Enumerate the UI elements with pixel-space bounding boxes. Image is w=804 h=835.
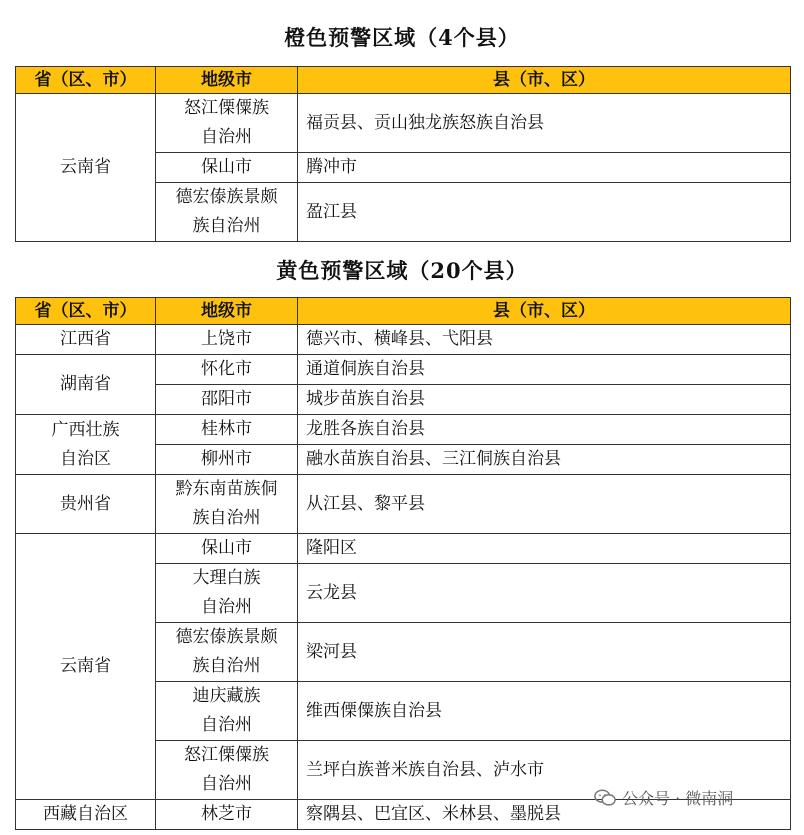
header-county: 县（市、区） [298,298,791,325]
city-cell: 邵阳市 [156,385,298,415]
yellow-warning-title: 黄色预警区域（20个县） [276,258,528,283]
county-cell: 维西傈僳族自治县 [298,682,791,741]
city-cell: 保山市 [156,153,298,183]
orange-warning-title: 橙色预警区域（4个县） [284,25,520,50]
city-cell: 上饶市 [156,325,298,355]
watermark-text: 公众号 · 微南洞 [622,789,734,808]
city-cell: 大理白族 自治州 [156,564,298,623]
county-cell: 隆阳区 [298,534,791,564]
header-province: 省（区、市） [16,67,156,94]
county-cell: 通道侗族自治县 [298,355,791,385]
orange-warning-table [15,66,791,242]
table-row [16,94,791,153]
table-header-row [16,298,791,325]
county-cell: 云龙县 [298,564,791,623]
wechat-icon [594,788,616,808]
province-cell: 贵州省 [16,475,156,534]
province-cell: 湖南省 [16,355,156,415]
city-cell: 德宏傣族景颇 族自治州 [156,623,298,682]
county-cell: 从江县、黎平县 [298,475,791,534]
city-cell: 怒江傈僳族 自治州 [156,94,298,153]
county-cell: 龙胜各族自治县 [298,415,791,445]
province-cell: 云南省 [16,534,156,800]
city-cell: 保山市 [156,534,298,564]
city-cell: 柳州市 [156,445,298,475]
header-county: 县（市、区） [298,67,791,94]
city-cell: 黔东南苗族侗 族自治州 [156,475,298,534]
county-cell: 兰坪白族普米族自治县、泸水市 [298,741,791,800]
county-cell: 德兴市、横峰县、弋阳县 [298,325,791,355]
header-city: 地级市 [156,67,298,94]
yellow-warning-table [15,297,791,830]
county-cell: 融水苗族自治县、三江侗族自治县 [298,445,791,475]
city-cell: 怒江傈僳族 自治州 [156,741,298,800]
province-cell: 云南省 [16,94,156,242]
table-row [16,355,791,385]
county-cell: 梁河县 [298,623,791,682]
county-cell: 腾冲市 [298,153,791,183]
header-city: 地级市 [156,298,298,325]
city-cell: 桂林市 [156,415,298,445]
table-row [16,475,791,534]
header-province: 省（区、市） [16,298,156,325]
table-row [16,415,791,445]
city-cell: 怀化市 [156,355,298,385]
county-cell: 城步苗族自治县 [298,385,791,415]
province-cell: 西藏自治区 [16,800,156,830]
table-header-row [16,67,791,94]
county-cell: 察隅县、巴宜区、米林县、墨脱县 [298,800,791,830]
province-cell: 江西省 [16,325,156,355]
county-cell: 福贡县、贡山独龙族怒族自治县 [298,94,791,153]
watermark [594,786,733,809]
city-cell: 林芝市 [156,800,298,830]
province-cell: 广西壮族 自治区 [16,415,156,475]
city-cell: 迪庆藏族 自治州 [156,682,298,741]
city-cell: 德宏傣族景颇 族自治州 [156,183,298,242]
county-cell: 盈江县 [298,183,791,242]
table-row [16,325,791,355]
table-row [16,534,791,564]
